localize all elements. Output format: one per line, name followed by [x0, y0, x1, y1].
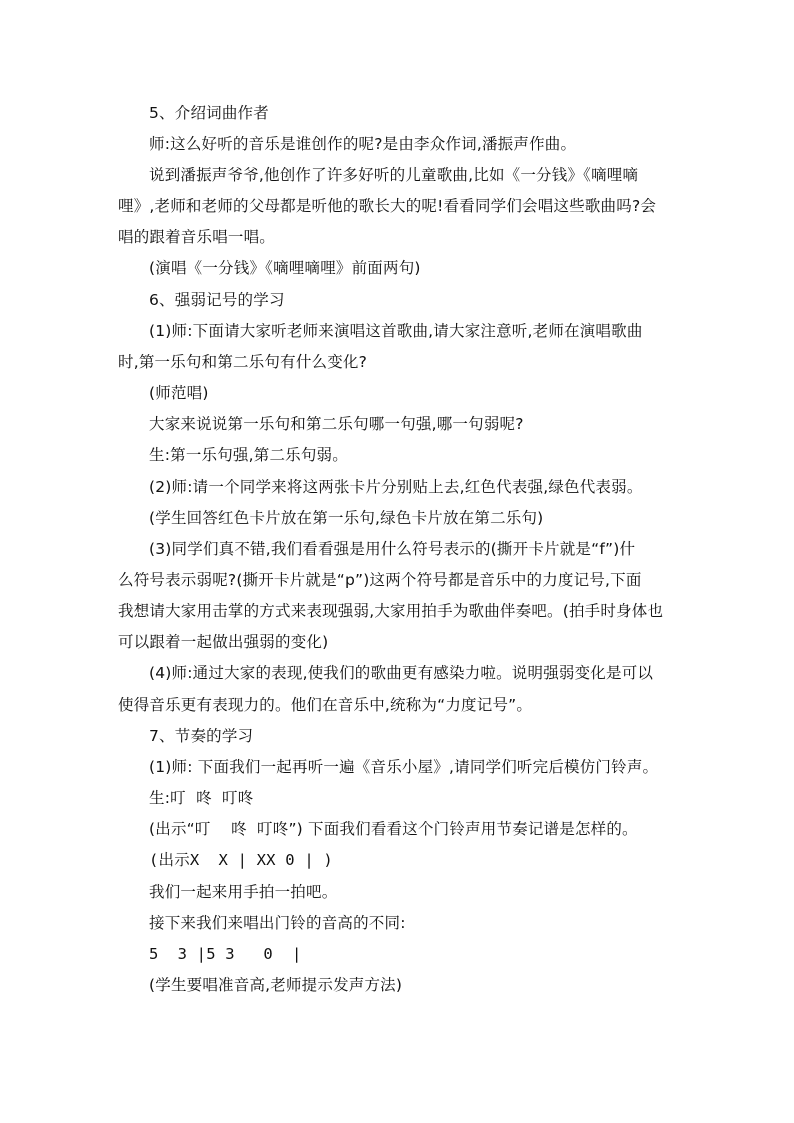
- paragraph-line: (出示“叮 咚 叮咚”) 下面我们看看这个门铃声用节奏记谱是怎样的。: [149, 820, 638, 838]
- paragraph-line: 唱的跟着音乐唱一唱。: [118, 228, 276, 246]
- paragraph-line: 哩》,老师和老师的父母都是听他的歌长大的呢!看看同学们会唱这些歌曲吗?会: [118, 197, 657, 215]
- paragraph-line: (2)师:请一个同学来将这两张卡片分别贴上去,红色代表强,绿色代表弱。: [149, 478, 643, 496]
- paragraph-line: 时,第一乐句和第二乐句有什么变化?: [118, 353, 368, 371]
- paragraph-line: (1)师: 下面我们一起再听一遍《音乐小屋》,请同学们听完后模仿门铃声。: [149, 758, 659, 776]
- paragraph-line: 说到潘振声爷爷,他创作了许多好听的儿童歌曲,比如《一分钱》《嘀哩嘀: [149, 166, 639, 184]
- paragraph-line: (学生要唱准音高,老师提示发声方法): [149, 976, 403, 994]
- paragraph-line: 可以跟着一起做出强弱的变化): [118, 633, 329, 651]
- paragraph-line: 我们一起来用手拍一拍吧。: [149, 883, 338, 901]
- paragraph-line: 生:叮 咚 叮咚: [149, 789, 254, 807]
- paragraph-line: (演唱《一分钱》《嘀哩嘀哩》前面两句): [149, 259, 421, 277]
- paragraph-line: (4)师:通过大家的表现,使我们的歌曲更有感染力啦。说明强弱变化是可以: [149, 664, 654, 682]
- paragraph-line: (学生回答红色卡片放在第一乐句,绿色卡片放在第二乐句): [149, 509, 544, 527]
- paragraph-line: (师范唱): [149, 384, 209, 402]
- paragraph-line: 大家来说说第一乐句和第二乐句哪一句强,哪一句弱呢?: [149, 415, 524, 433]
- paragraph-line: 使得音乐更有表现力的。他们在音乐中,统称为“力度记号”。: [118, 696, 533, 714]
- paragraph-line: 师:这么好听的音乐是谁创作的呢?是由李众作词,潘振声作曲。: [149, 135, 577, 153]
- section-heading-5: 5、介绍词曲作者: [149, 104, 269, 122]
- section-heading-7: 7、节奏的学习: [149, 727, 254, 745]
- rhythm-notation-line: (出示X X | XX 0 | ): [149, 851, 333, 869]
- pitch-notation-line: 5 3 |5 3 0 |: [149, 945, 302, 963]
- paragraph-line: 我想请大家用击掌的方式来表现强弱,大家用拍手为歌曲伴奏吧。(拍手时身体也: [118, 602, 664, 620]
- paragraph-line: 生:第一乐句强,第二乐句弱。: [149, 446, 348, 464]
- paragraph-line: 么符号表示弱呢?(撕开卡片就是“p”)这两个符号都是音乐中的力度记号,下面: [118, 571, 642, 589]
- paragraph-line: 接下来我们来唱出门铃的音高的不同:: [149, 914, 406, 932]
- paragraph-line: (1)师:下面请大家听老师来演唱这首歌曲,请大家注意听,老师在演唱歌曲: [149, 322, 643, 340]
- paragraph-line: (3)同学们真不错,我们看看强是用什么符号表示的(撕开卡片就是“f”)什: [149, 540, 636, 558]
- section-heading-6: 6、强弱记号的学习: [149, 291, 285, 309]
